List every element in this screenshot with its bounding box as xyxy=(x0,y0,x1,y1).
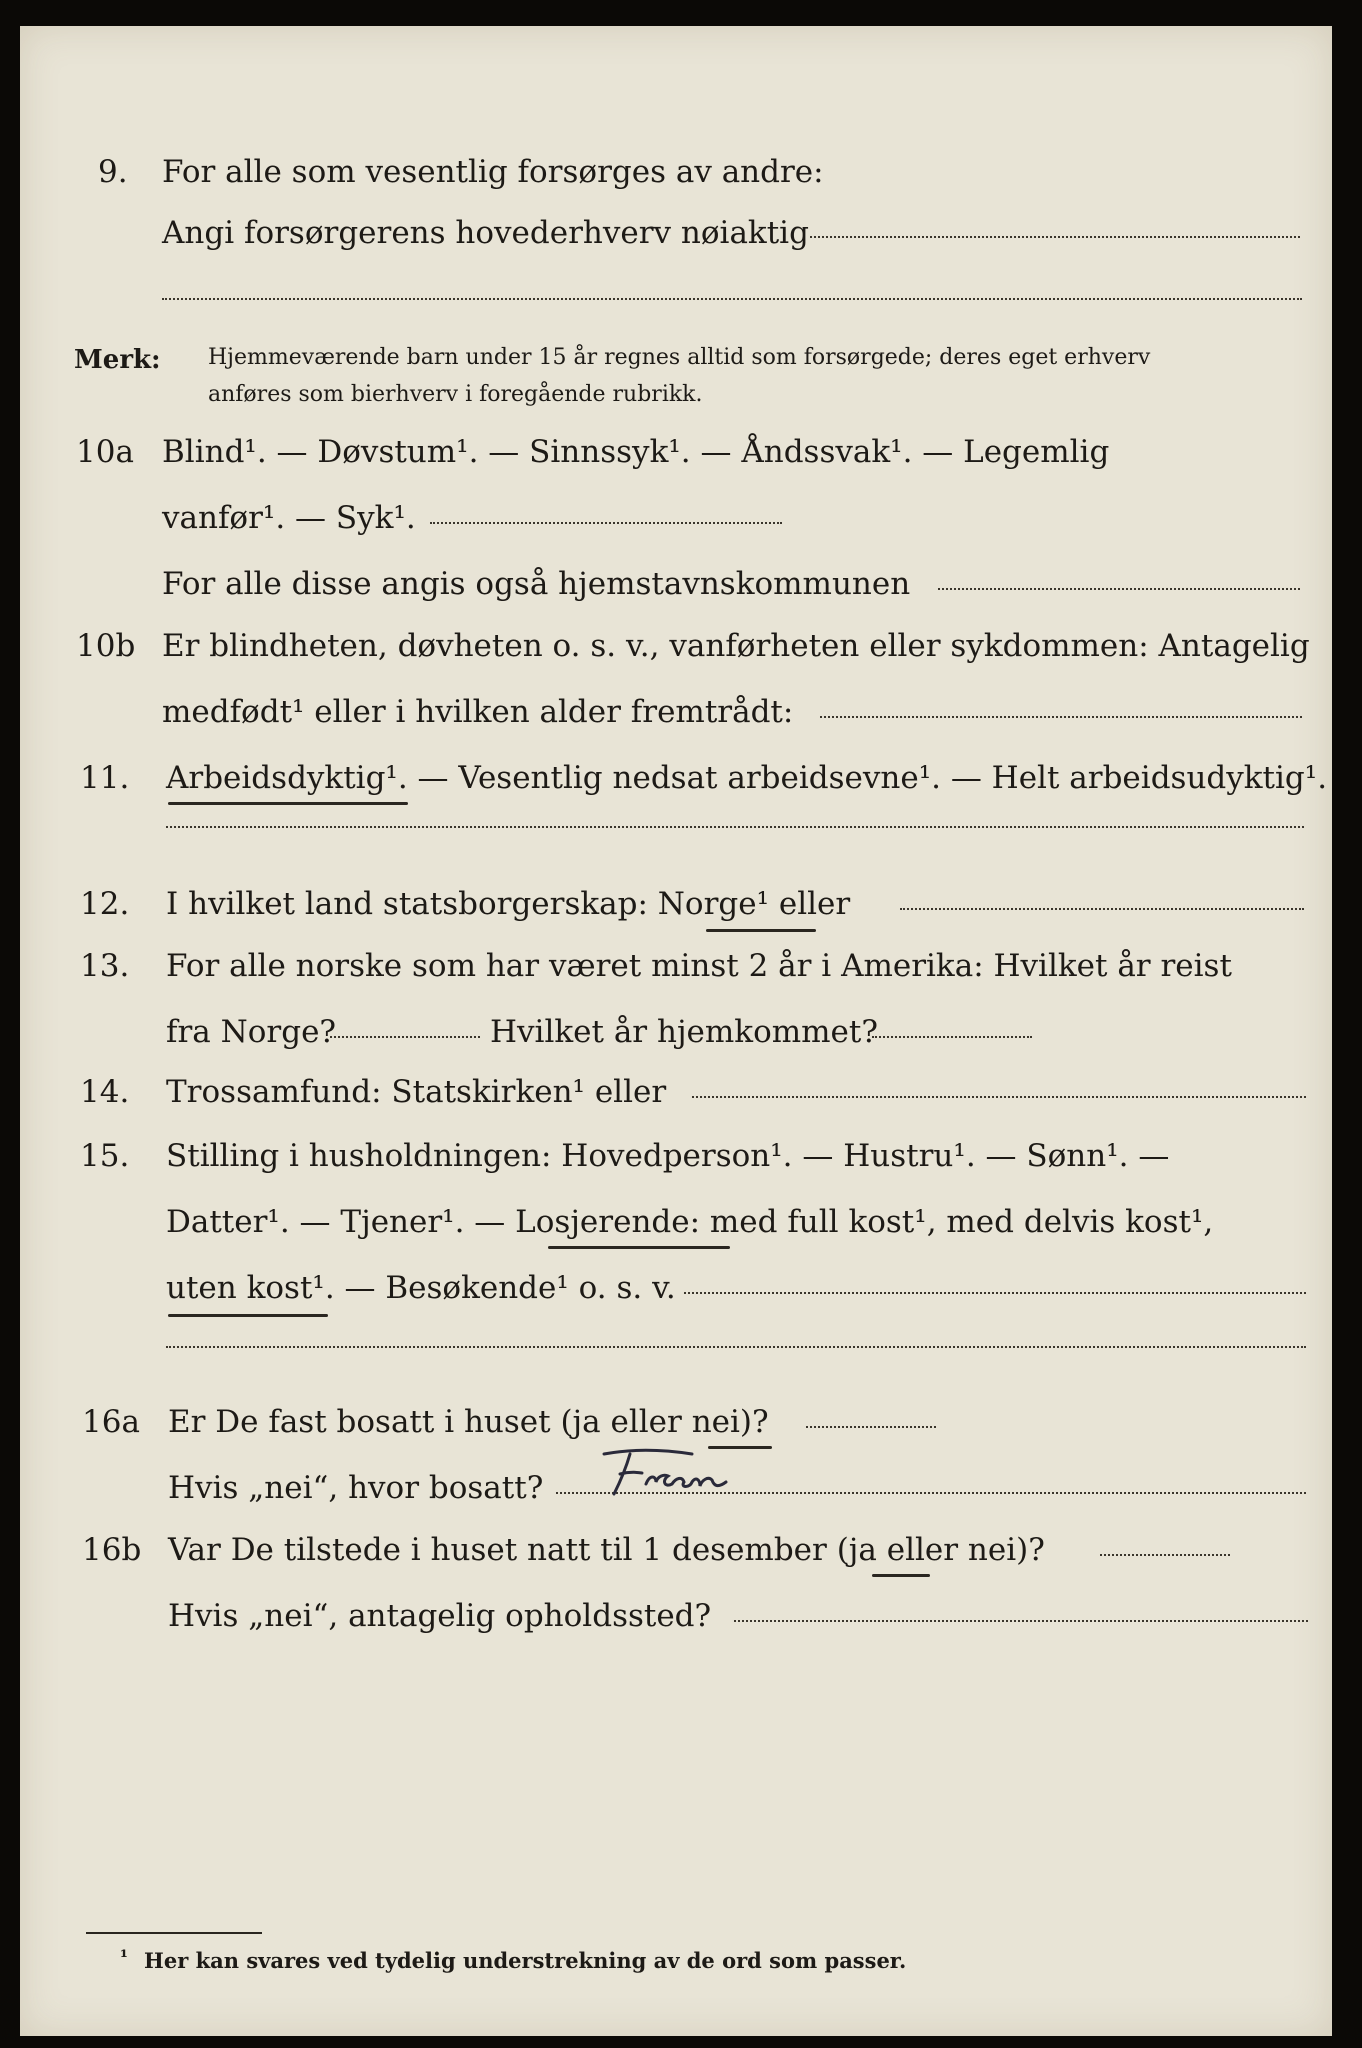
q13-number: 13. xyxy=(80,948,130,984)
q11-number: 11. xyxy=(80,760,130,796)
q14-number: 14. xyxy=(80,1074,130,1110)
q9-line1: For alle som vesentlig forsørges av andre: xyxy=(162,154,824,190)
q11-extra-line[interactable] xyxy=(166,826,1304,828)
footnote-mark: ¹ xyxy=(120,1947,128,1968)
q13-line1: For alle norske som har været minst 2 år i Amerika: Hvilket år reist xyxy=(166,948,1232,984)
merk-line2: anføres som bierhverv i foregående rubrikk. xyxy=(208,382,703,407)
q13-emigration-year-line[interactable] xyxy=(330,1036,480,1038)
q12-number: 12. xyxy=(80,886,130,922)
q12-country-line[interactable] xyxy=(900,908,1304,910)
q16a-number: 16a xyxy=(82,1404,140,1440)
q10a-line1: Blind¹. — Døvstum¹. — Sinnssyk¹. — Åndssvak¹. — Legemlig xyxy=(162,434,1110,470)
q9-answer-line[interactable] xyxy=(810,236,1300,238)
q15-underline-uten-kost xyxy=(168,1314,328,1317)
q16b-underline-ja xyxy=(872,1574,930,1577)
q16a-line2: Hvis „nei“, hvor bosatt? xyxy=(168,1470,544,1506)
q10b-age-line[interactable] xyxy=(820,716,1302,718)
q15-line2: Datter¹. — Tjener¹. — Losjerende: med full kost¹, med delvis kost¹, xyxy=(166,1204,1214,1240)
q12-underline-norge xyxy=(706,929,816,932)
q15-number: 15. xyxy=(80,1138,130,1174)
merk-line1: Hjemmeværende barn under 15 år regnes alltid som forsørgede; deres eget erhverv xyxy=(208,345,1151,370)
q10a-line3: For alle disse angis også hjemstavnskommunen xyxy=(162,566,911,602)
q9-line2: Angi forsørgerens hovederhverv nøiaktig xyxy=(162,215,809,251)
q15-extra-line[interactable] xyxy=(166,1346,1306,1348)
q10a-line2: vanfør¹. — Syk¹. xyxy=(162,500,416,536)
q16a-resident-line[interactable] xyxy=(806,1426,936,1428)
q11-underline-arbeidsdyktig xyxy=(168,802,408,805)
q10b-line2: medfødt¹ eller i hvilken alder fremtrådt: xyxy=(162,694,794,730)
q14-faith-line[interactable] xyxy=(692,1096,1306,1098)
q16b-present-line[interactable] xyxy=(1100,1554,1230,1556)
q10a-sickness-line[interactable] xyxy=(430,522,782,524)
q16a-handwritten-answer xyxy=(596,1446,796,1506)
q14-line1: Trossamfund: Statskirken¹ eller xyxy=(166,1074,667,1110)
q16b-line2: Hvis „nei“, antagelig opholdssted? xyxy=(168,1598,712,1634)
q12-line1: I hvilket land statsborgerskap: Norge¹ eller xyxy=(166,886,851,922)
q10b-number: 10b xyxy=(76,628,136,664)
q15-underline-losjerende xyxy=(548,1246,730,1249)
q13-line2b: Hvilket år hjemkommet? xyxy=(490,1014,878,1050)
q10a-municipality-line[interactable] xyxy=(938,588,1300,590)
q15-line1: Stilling i husholdningen: Hovedperson¹. — Hustru¹. — Sønn¹. — xyxy=(166,1138,1170,1174)
q16b-line1: Var De tilstede i huset natt til 1 desember (ja eller nei)? xyxy=(168,1532,1045,1568)
q16a-line1: Er De fast bosatt i huset (ja eller nei)? xyxy=(168,1404,769,1440)
q13-return-year-line[interactable] xyxy=(872,1036,1032,1038)
q16b-location-line[interactable] xyxy=(734,1620,1308,1622)
q11-line1: Arbeidsdyktig¹. — Vesentlig nedsat arbeidsevne¹. — Helt arbeidsudyktig¹. xyxy=(166,760,1328,796)
footnote-text: Her kan svares ved tydelig understrekning av de ord som passer. xyxy=(144,1948,907,1973)
q15-position-line[interactable] xyxy=(684,1292,1306,1294)
q16b-number: 16b xyxy=(82,1532,142,1568)
q15-line3: uten kost¹. — Besøkende¹ o. s. v. xyxy=(166,1270,676,1306)
q10b-line1: Er blindheten, døvheten o. s. v., vanførheten eller sykdommen: Antagelig xyxy=(162,628,1310,664)
q9-extra-line[interactable] xyxy=(162,298,1302,300)
q10a-number: 10a xyxy=(76,434,134,470)
merk-label: Merk: xyxy=(74,345,161,375)
q13-line2a: fra Norge? xyxy=(166,1014,337,1050)
q9-number: 9. xyxy=(98,154,128,190)
census-form-page xyxy=(20,26,1332,2036)
footnote-rule xyxy=(86,1932,262,1934)
